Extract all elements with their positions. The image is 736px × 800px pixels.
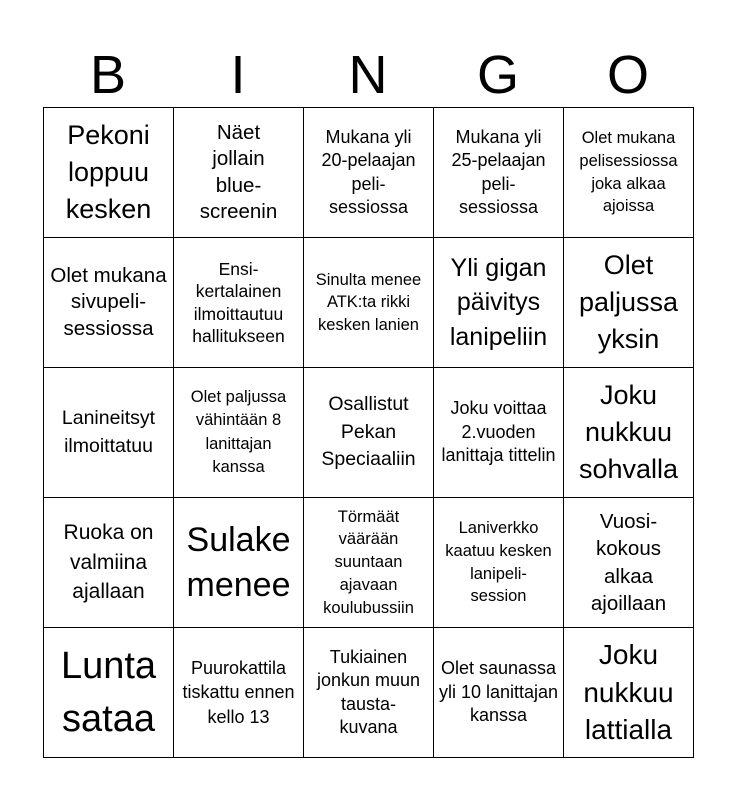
bingo-header [43,42,693,108]
bingo-cell[interactable] [434,108,564,238]
header-letter-b: B [89,45,127,105]
bingo-cell[interactable] [44,108,174,238]
cell-text: Joku nukkuu sohvalla [578,380,679,484]
cell-text: Yli gigan päivitys lanipeliin [449,253,548,351]
header-letter-i: I [230,45,246,105]
bingo-cell[interactable] [434,238,564,368]
cell-text: Laniverkko kaatuu kesken lanipeli-session [445,518,552,606]
cell-text: Näet jollain blue-screenin [199,121,278,223]
bingo-cell[interactable] [434,368,564,498]
cell-text: Pekoni loppuu kesken [65,120,152,224]
bingo-cell[interactable] [44,498,174,628]
cell-text: Sinulta menee ATK:ta rikki kesken lanien [315,270,422,334]
cell-text: Mukana yli 25-pelaajan peli-sessiossa [451,127,546,217]
bingo-cell[interactable] [564,368,694,498]
bingo-cell[interactable] [564,108,694,238]
cell-text: Joku nukkuu lattialla [583,638,674,746]
cell-text: Ensi-kertalainen ilmoittautuu hallitukseen [192,258,285,346]
cell-text: Olet paljussa yksin [578,250,679,354]
cell-text: Olet mukana pelisessiossa joka alkaa ajoissa [579,128,678,216]
bingo-cell[interactable] [304,498,434,628]
cell-text: Puurokattila tiskattu ennen kello 13 [182,657,295,727]
cell-text: Olet paljussa vähintään 8 lanittajan kanssa [190,388,287,476]
bingo-cell[interactable] [174,108,304,238]
cell-text: Lunta sataa [60,645,157,740]
cell-text: Mukana yli 20-pelaajan peli-sessiossa [321,127,416,217]
cell-text: Olet saunassa yli 10 lanittajan kanssa [438,657,559,726]
cell-text: Joku voittaa 2.vuoden lanittaja tittelin [441,397,556,466]
bingo-cell[interactable] [44,238,174,368]
bingo-cell[interactable] [564,498,694,628]
bingo-board [43,107,694,758]
cell-text: Törmäät väärään suuntaan ajavaan koulubussiin [323,507,414,617]
bingo-cell[interactable] [434,628,564,758]
cell-text: Olet mukana sivupeli-sessiossa [50,264,167,340]
bingo-cell[interactable] [174,628,304,758]
cell-text: Vuosi-kokous alkaa ajoillaan [590,510,667,615]
bingo-cell[interactable] [174,368,304,498]
cell-text: Lanineitsyt ilmoittatuu [61,407,156,457]
cell-text: Tukiainen jonkun muun tausta-kuvana [316,646,421,737]
bingo-cell[interactable] [434,498,564,628]
bingo-cell[interactable] [564,238,694,368]
bingo-cell[interactable] [174,498,304,628]
bingo-cell[interactable] [564,628,694,758]
header-letter-o: O [606,45,649,105]
cell-text: Osallistut Pekan Speciaaliin [321,392,416,471]
bingo-cell[interactable] [304,368,434,498]
bingo-cell[interactable] [304,108,434,238]
bingo-cell[interactable] [44,628,174,758]
header-letter-n: N [348,45,388,105]
cell-text: Ruoka on valmiina ajallaan [63,521,154,604]
bingo-cell[interactable] [44,368,174,498]
header-letter-g: G [476,45,519,105]
bingo-cell[interactable] [304,238,434,368]
cell-text: Sulake menee [186,521,291,604]
bingo-cell[interactable] [304,628,434,758]
bingo-cell[interactable] [174,238,304,368]
